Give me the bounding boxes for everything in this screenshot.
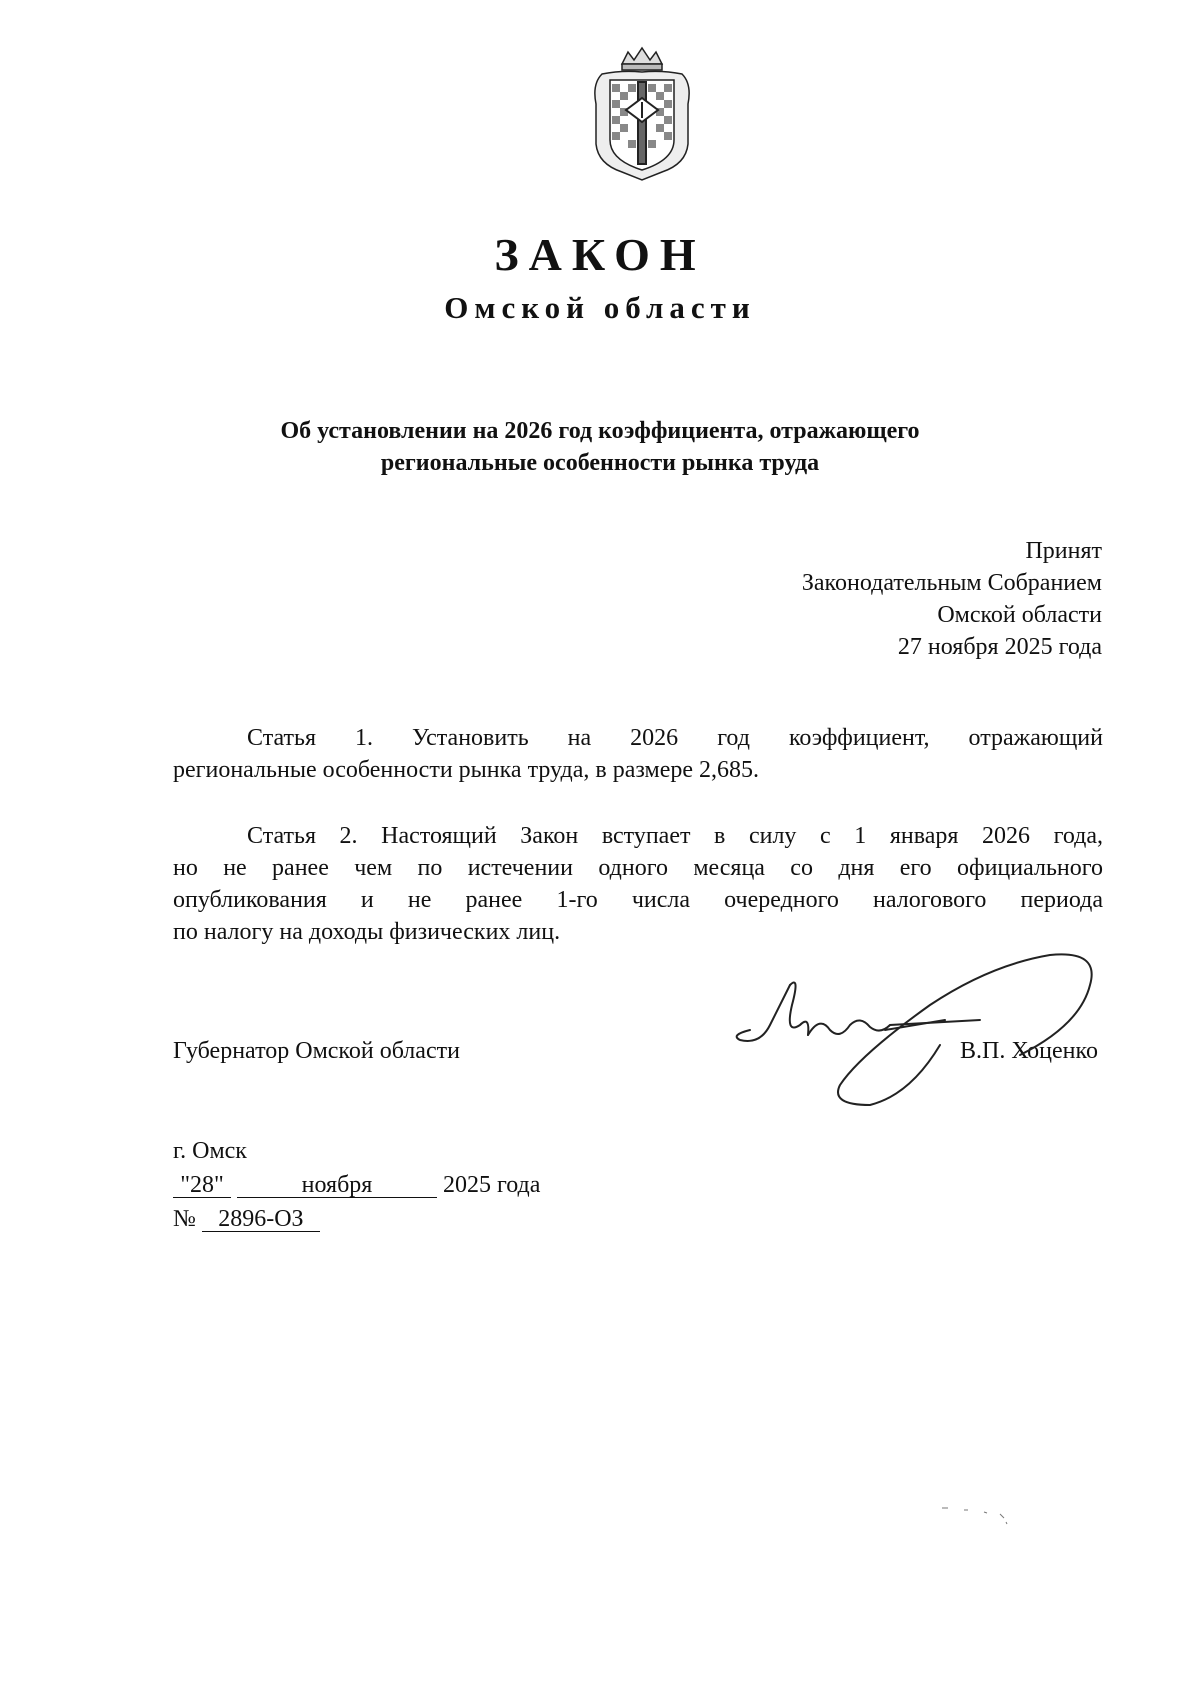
law-title: ЗАКОН [494,229,706,280]
law-subtitle: Омской области [444,290,756,325]
date-day-field [173,1173,231,1198]
coat-of-arms-emblem [582,44,702,184]
law-name [150,415,1050,479]
governor-name: В.П. Хоценко [960,1038,1098,1064]
article-line: опубликования и не ранее 1-го числа очередного налогового периода [173,887,1103,913]
scan-artifacts [940,1500,1040,1530]
date-year: 2025 года [443,1172,541,1198]
adoption-block [602,535,1102,663]
law-number-value: 2896-ОЗ [202,1207,320,1232]
date-month: ноября [237,1173,437,1198]
law-name-line: региональные особенности рынка труда [380,450,820,476]
number-sign: № [173,1206,196,1232]
quote-mark: " [214,1172,224,1198]
handwritten-signature [730,945,1110,1115]
article-line: Статья 1. Установить на 2026 год коэффициент, отражающий [247,725,1103,751]
article-2 [173,820,1103,948]
signing-date [173,1172,540,1199]
adoption-line: Законодательным Собранием [801,570,1102,596]
quote-mark: " [180,1172,190,1198]
law-number [173,1206,320,1233]
governor-title: Губернатор Омской области [173,1038,460,1064]
law-name-line: Об установлении на 2026 год коэффициента, отражающего [280,418,920,444]
adoption-date: 27 ноября 2025 года [897,634,1102,660]
article-line: Статья 2. Настоящий Закон вступает в силу с 1 января 2026 года, [247,823,1103,849]
date-day: 28 [190,1172,214,1198]
place-of-signing: г. Омск [173,1138,247,1164]
article-line: региональные особенности рынка труда, в размере 2,685. [173,757,760,783]
article-line: но не ранее чем по истечении одного месяца со дня его официального [173,855,1103,881]
article-line: по налогу на доходы физических лиц. [173,919,561,945]
article-1 [173,722,1103,786]
adoption-line: Принят [1025,538,1102,564]
adoption-line: Омской области [937,602,1102,628]
